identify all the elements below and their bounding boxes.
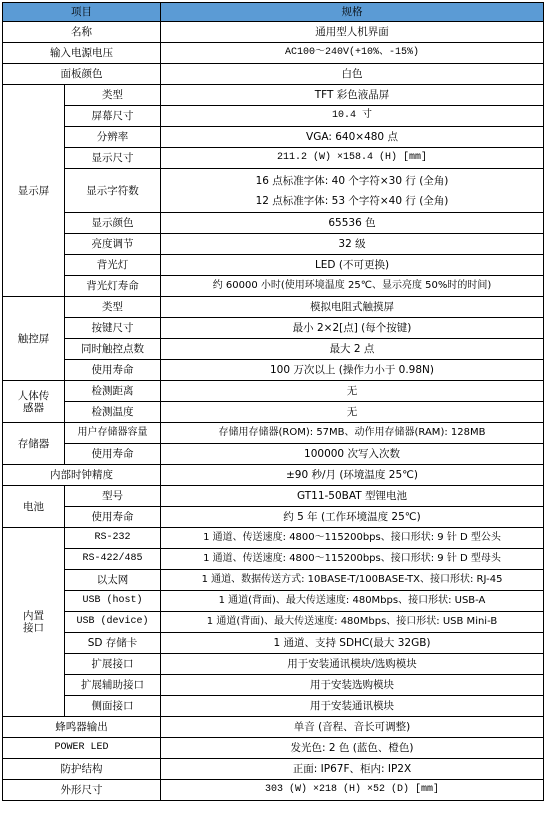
table-row	[3, 486, 544, 507]
table-row	[3, 591, 544, 612]
table-row	[3, 549, 544, 570]
row-label: 显示颜色	[65, 213, 161, 234]
table-row	[3, 127, 544, 148]
row-value: 1 通道、传送速度: 4800～115200bps、接口形状: 9 针 D 型公头	[161, 528, 544, 549]
row-label: 类型	[65, 85, 161, 106]
row-label: POWER LED	[3, 738, 161, 759]
row-value: 1 通道、支持 SDHC(最大 32GB)	[161, 633, 544, 654]
table-row	[3, 612, 544, 633]
row-value: 1 通道(背面)、最大传送速度: 480Mbps、接口形状: USB Mini-B	[161, 612, 544, 633]
row-value: AC100～240V(+10%、-15%)	[161, 43, 544, 64]
row-label: 用户存储器容量	[65, 423, 161, 444]
table-row	[3, 234, 544, 255]
table-row	[3, 738, 544, 759]
row-label: 显示字符数	[65, 169, 161, 213]
header-spec: 规格	[161, 3, 544, 22]
row-label: 面板颜色	[3, 64, 161, 85]
row-label: 输入电源电压	[3, 43, 161, 64]
table-row	[3, 85, 544, 106]
row-label: 以太网	[65, 570, 161, 591]
row-value: 100000 次写入次数	[161, 444, 544, 465]
header-row	[3, 3, 544, 22]
row-label: 扩展接口	[65, 654, 161, 675]
group-interface-line: 内置	[23, 610, 44, 622]
group-sensor	[3, 381, 65, 423]
group-sensor-line: 感器	[23, 401, 44, 414]
row-label: 背光灯寿命	[65, 276, 161, 297]
row-label: USB (device)	[65, 612, 161, 633]
table-row	[3, 22, 544, 43]
row-label: 扩展辅助接口	[65, 675, 161, 696]
row-value: 100 万次以上 (操作力小于 0.98N)	[161, 360, 544, 381]
table-row	[3, 297, 544, 318]
row-value: 10.4 寸	[161, 106, 544, 127]
row-value: 32 级	[161, 234, 544, 255]
row-label: SD 存储卡	[65, 633, 161, 654]
table-row	[3, 213, 544, 234]
group-interface	[3, 528, 65, 717]
row-value: 用于安装通讯模块/选购模块	[161, 654, 544, 675]
row-value: 约 5 年 (工作环境温度 25℃)	[161, 507, 544, 528]
row-value: 用于安装选购模块	[161, 675, 544, 696]
row-label: 外形尺寸	[3, 780, 161, 801]
row-value: 1 通道(背面)、最大传送速度: 480Mbps、接口形状: USB-A	[161, 591, 544, 612]
row-label: 背光灯	[65, 255, 161, 276]
table-row	[3, 169, 544, 213]
table-row	[3, 360, 544, 381]
row-label: USB (host)	[65, 591, 161, 612]
row-label: 防护结构	[3, 759, 161, 780]
table-row	[3, 43, 544, 64]
header-item: 项目	[3, 3, 161, 22]
table-row	[3, 465, 544, 486]
row-label: RS-422/485	[65, 549, 161, 570]
row-label: 蜂鸣器输出	[3, 717, 161, 738]
row-value: 1 通道、传送速度: 4800～115200bps、接口形状: 9 针 D 型母头	[161, 549, 544, 570]
group-touch: 触控屏	[3, 297, 65, 381]
row-label: 显示尺寸	[65, 148, 161, 169]
table-row	[3, 318, 544, 339]
row-value	[161, 169, 544, 213]
table-row	[3, 148, 544, 169]
spec-table	[2, 2, 544, 801]
table-row	[3, 654, 544, 675]
row-label: 亮度调节	[65, 234, 161, 255]
row-label: 同时触控点数	[65, 339, 161, 360]
table-row	[3, 255, 544, 276]
table-row	[3, 444, 544, 465]
row-value: 白色	[161, 64, 544, 85]
row-value: 用于安装通讯模块	[161, 696, 544, 717]
table-row	[3, 64, 544, 85]
row-label: 名称	[3, 22, 161, 43]
row-label: 侧面接口	[65, 696, 161, 717]
row-label: 按键尺寸	[65, 318, 161, 339]
row-value: GT11-50BAT 型锂电池	[161, 486, 544, 507]
row-value: TFT 彩色液晶屏	[161, 85, 544, 106]
row-value: 存储用存储器(ROM): 57MB、动作用存储器(RAM): 128MB	[161, 423, 544, 444]
row-label: 使用寿命	[65, 444, 161, 465]
group-storage: 存储器	[3, 423, 65, 465]
group-display: 显示屏	[3, 85, 65, 297]
group-battery: 电池	[3, 486, 65, 528]
table-row	[3, 276, 544, 297]
table-row	[3, 381, 544, 402]
row-value: 最大 2 点	[161, 339, 544, 360]
row-label: 使用寿命	[65, 507, 161, 528]
row-value: 约 60000 小时(使用环境温度 25℃、显示亮度 50%时的时间)	[161, 276, 544, 297]
table-row	[3, 339, 544, 360]
row-label: 使用寿命	[65, 360, 161, 381]
row-value: 发光色: 2 色 (蓝色、橙色)	[161, 738, 544, 759]
row-label: 类型	[65, 297, 161, 318]
table-row	[3, 675, 544, 696]
group-sensor-line: 人体传	[17, 389, 50, 402]
group-interface-line: 接口	[23, 622, 44, 634]
row-value: ±90 秒/月 (环境温度 25℃)	[161, 465, 544, 486]
row-value: VGA: 640×480 点	[161, 127, 544, 148]
row-value-line: 16 点标准字体: 40 个字符×30 行 (全角)	[255, 174, 449, 187]
table-row	[3, 570, 544, 591]
row-label: 分辨率	[65, 127, 161, 148]
row-label: RS-232	[65, 528, 161, 549]
table-row	[3, 759, 544, 780]
row-label: 型号	[65, 486, 161, 507]
row-value: 单音 (音程、音长可调整)	[161, 717, 544, 738]
row-value: 模拟电阻式触摸屏	[161, 297, 544, 318]
row-label: 内部时钟精度	[3, 465, 161, 486]
row-value: 1 通道、数据传送方式: 10BASE-T/100BASE-TX、接口形状: RJ-45	[161, 570, 544, 591]
row-value: LED (不可更换)	[161, 255, 544, 276]
row-value: 无	[161, 381, 544, 402]
table-row	[3, 423, 544, 444]
row-value-line: 12 点标准字体: 53 个字符×40 行 (全角)	[255, 194, 449, 207]
row-value: 303 (W) ×218 (H) ×52 (D) [mm]	[161, 780, 544, 801]
row-label: 检测温度	[65, 402, 161, 423]
table-row	[3, 507, 544, 528]
table-row	[3, 717, 544, 738]
row-label: 屏幕尺寸	[65, 106, 161, 127]
row-value: 通用型人机界面	[161, 22, 544, 43]
row-value: 正面: IP67F、柜内: IP2X	[161, 759, 544, 780]
table-row	[3, 633, 544, 654]
row-value: 无	[161, 402, 544, 423]
row-label: 检测距离	[65, 381, 161, 402]
row-value: 65536 色	[161, 213, 544, 234]
table-row	[3, 696, 544, 717]
row-value: 最小 2×2[点] (每个按键)	[161, 318, 544, 339]
table-row	[3, 402, 544, 423]
table-row	[3, 528, 544, 549]
row-value: 211.2 (W) ×158.4 (H) [mm]	[161, 148, 544, 169]
table-row	[3, 780, 544, 801]
table-row	[3, 106, 544, 127]
